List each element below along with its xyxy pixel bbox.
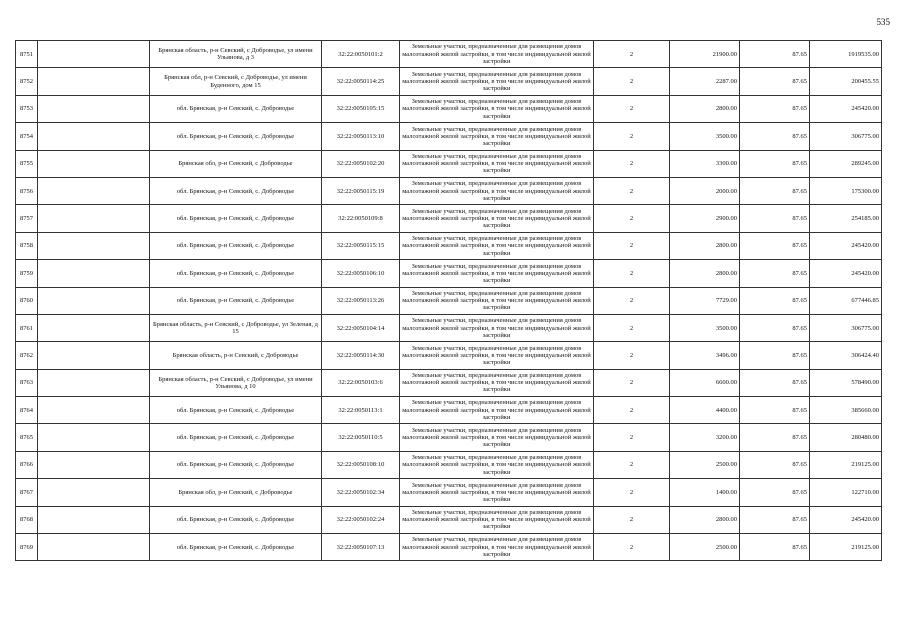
- blank-cell: [38, 177, 150, 204]
- blank-cell: [38, 479, 150, 506]
- cadastral-number-cell: 32:22:0050109:8: [322, 205, 400, 232]
- rate-cell: 87.65: [740, 95, 810, 122]
- table-row: [16, 95, 882, 122]
- land-use-cell: Земельные участки, предназначенные для размещения домов малоэтажной жилой застройки, в том числе индивидуальной жилой застройки: [400, 232, 594, 259]
- rate-cell: 87.65: [740, 424, 810, 451]
- land-use-cell: Земельные участки, предназначенные для размещения домов малоэтажной жилой застройки, в том числе индивидуальной жилой застройки: [400, 150, 594, 177]
- address-cell: обл. Брянская, р-н Севский, с. Доброводье: [150, 451, 322, 478]
- address-cell: обл. Брянская, р-н Севский, с. Доброводье: [150, 534, 322, 561]
- address-cell: обл. Брянская, р-н Севский, с. Доброводье: [150, 506, 322, 533]
- cadastral-number-cell: 32:22:0050103:6: [322, 369, 400, 396]
- address-cell: обл. Брянская, р-н Севский, с. Доброводье: [150, 177, 322, 204]
- category-cell: 2: [594, 451, 670, 478]
- address-cell: Брянская обл, р-н Севский, с Доброводье, ул имени Буденного, дом 15: [150, 68, 322, 95]
- land-use-cell: Земельные участки, предназначенные для размещения домов малоэтажной жилой застройки, в том числе индивидуальной жилой застройки: [400, 424, 594, 451]
- cadastral-value-cell: 122710.00: [810, 479, 882, 506]
- land-use-cell: Земельные участки, предназначенные для размещения домов малоэтажной жилой застройки, в том числе индивидуальной жилой застройки: [400, 260, 594, 287]
- area-cell: 3500.00: [670, 123, 740, 150]
- row-number-cell: 8766: [16, 451, 38, 478]
- table-row: [16, 260, 882, 287]
- table-row: [16, 123, 882, 150]
- area-cell: 2800.00: [670, 506, 740, 533]
- address-cell: обл. Брянская, р-н Севский, с. Доброводье: [150, 424, 322, 451]
- cadastral-number-cell: 32:22:0050113:1: [322, 397, 400, 424]
- category-cell: 2: [594, 177, 670, 204]
- address-cell: обл. Брянская, р-н Севский, с. Доброводье: [150, 205, 322, 232]
- row-number-cell: 8767: [16, 479, 38, 506]
- land-use-cell: Земельные участки, предназначенные для размещения домов малоэтажной жилой застройки, в том числе индивидуальной жилой застройки: [400, 451, 594, 478]
- address-cell: обл. Брянская, р-н Севский, с. Доброводье: [150, 287, 322, 314]
- table-row: [16, 150, 882, 177]
- table-row: [16, 479, 882, 506]
- cadastral-number-cell: 32:22:0050114:30: [322, 342, 400, 369]
- cadastral-value-cell: 306775.00: [810, 123, 882, 150]
- land-use-cell: Земельные участки, предназначенные для размещения домов малоэтажной жилой застройки, в том числе индивидуальной жилой застройки: [400, 205, 594, 232]
- cadastral-value-cell: 245420.00: [810, 506, 882, 533]
- area-cell: 2000.00: [670, 177, 740, 204]
- row-number-cell: 8762: [16, 342, 38, 369]
- category-cell: 2: [594, 41, 670, 68]
- cadastral-number-cell: 32:22:0050107:13: [322, 534, 400, 561]
- cadastral-number-cell: 32:22:0050102:34: [322, 479, 400, 506]
- area-cell: 3300.00: [670, 150, 740, 177]
- area-cell: 2800.00: [670, 232, 740, 259]
- table-row: [16, 534, 882, 561]
- row-number-cell: 8758: [16, 232, 38, 259]
- category-cell: 2: [594, 534, 670, 561]
- area-cell: 2287.00: [670, 68, 740, 95]
- category-cell: 2: [594, 397, 670, 424]
- cadastral-value-cell: 385660.00: [810, 397, 882, 424]
- cadastral-value-cell: 219125.00: [810, 451, 882, 478]
- address-cell: обл. Брянская, р-н Севский, с. Доброводье: [150, 232, 322, 259]
- cadastral-number-cell: 32:22:0050108:10: [322, 451, 400, 478]
- cadastral-number-cell: 32:22:0050101:2: [322, 41, 400, 68]
- table-row: [16, 232, 882, 259]
- land-registry-table: [15, 40, 882, 561]
- table-row: [16, 424, 882, 451]
- cadastral-number-cell: 32:22:0050102:24: [322, 506, 400, 533]
- cadastral-number-cell: 32:22:0050113:10: [322, 123, 400, 150]
- land-use-cell: Земельные участки, предназначенные для размещения домов малоэтажной жилой застройки, в том числе индивидуальной жилой застройки: [400, 68, 594, 95]
- row-number-cell: 8759: [16, 260, 38, 287]
- rate-cell: 87.65: [740, 68, 810, 95]
- cadastral-value-cell: 245420.00: [810, 95, 882, 122]
- table-row: [16, 287, 882, 314]
- address-cell: обл. Брянская, р-н Севский, с. Доброводье: [150, 260, 322, 287]
- cadastral-number-cell: 32:22:0050104:14: [322, 314, 400, 341]
- land-use-cell: Земельные участки, предназначенные для размещения домов малоэтажной жилой застройки, в том числе индивидуальной жилой застройки: [400, 534, 594, 561]
- rate-cell: 87.65: [740, 232, 810, 259]
- blank-cell: [38, 314, 150, 341]
- area-cell: 2800.00: [670, 260, 740, 287]
- row-number-cell: 8765: [16, 424, 38, 451]
- table-row: [16, 314, 882, 341]
- cadastral-number-cell: 32:22:0050106:10: [322, 260, 400, 287]
- area-cell: 3200.00: [670, 424, 740, 451]
- area-cell: 2800.00: [670, 95, 740, 122]
- category-cell: 2: [594, 232, 670, 259]
- category-cell: 2: [594, 342, 670, 369]
- land-use-cell: Земельные участки, предназначенные для размещения домов малоэтажной жилой застройки, в том числе индивидуальной жилой застройки: [400, 123, 594, 150]
- blank-cell: [38, 424, 150, 451]
- blank-cell: [38, 95, 150, 122]
- rate-cell: 87.65: [740, 506, 810, 533]
- table-row: [16, 451, 882, 478]
- address-cell: Брянская обл, р-н Севский, с Доброводье: [150, 150, 322, 177]
- land-use-cell: Земельные участки, предназначенные для размещения домов малоэтажной жилой застройки, в том числе индивидуальной жилой застройки: [400, 397, 594, 424]
- area-cell: 7729.00: [670, 287, 740, 314]
- blank-cell: [38, 68, 150, 95]
- blank-cell: [38, 205, 150, 232]
- category-cell: 2: [594, 68, 670, 95]
- land-use-cell: Земельные участки, предназначенные для размещения домов малоэтажной жилой застройки, в том числе индивидуальной жилой застройки: [400, 177, 594, 204]
- address-cell: Брянская область, р-н Севский, с Доброводье, ул Зеленая, д 15: [150, 314, 322, 341]
- row-number-cell: 8769: [16, 534, 38, 561]
- table-row: [16, 506, 882, 533]
- blank-cell: [38, 397, 150, 424]
- row-number-cell: 8753: [16, 95, 38, 122]
- rate-cell: 87.65: [740, 342, 810, 369]
- blank-cell: [38, 287, 150, 314]
- table-row: [16, 177, 882, 204]
- category-cell: 2: [594, 150, 670, 177]
- row-number-cell: 8757: [16, 205, 38, 232]
- row-number-cell: 8761: [16, 314, 38, 341]
- category-cell: 2: [594, 123, 670, 150]
- land-use-cell: Земельные участки, предназначенные для размещения домов малоэтажной жилой застройки, в том числе индивидуальной жилой застройки: [400, 506, 594, 533]
- cadastral-number-cell: 32:22:0050115:19: [322, 177, 400, 204]
- area-cell: 4400.00: [670, 397, 740, 424]
- cadastral-value-cell: 280480.00: [810, 424, 882, 451]
- cadastral-number-cell: 32:22:0050115:15: [322, 232, 400, 259]
- cadastral-number-cell: 32:22:0050113:26: [322, 287, 400, 314]
- area-cell: 2900.00: [670, 205, 740, 232]
- category-cell: 2: [594, 506, 670, 533]
- address-cell: обл. Брянская, р-н Севский, с. Доброводье: [150, 123, 322, 150]
- address-cell: Брянская область, р-н Севский, с Доброводье, ул имени Ульянова, д 10: [150, 369, 322, 396]
- blank-cell: [38, 451, 150, 478]
- blank-cell: [38, 150, 150, 177]
- blank-cell: [38, 41, 150, 68]
- land-use-cell: Земельные участки, предназначенные для размещения домов малоэтажной жилой застройки, в том числе индивидуальной жилой застройки: [400, 287, 594, 314]
- rate-cell: 87.65: [740, 260, 810, 287]
- table-row: [16, 41, 882, 68]
- row-number-cell: 8763: [16, 369, 38, 396]
- cadastral-value-cell: 306424.40: [810, 342, 882, 369]
- address-cell: обл. Брянская, р-н Севский, с. Доброводье: [150, 397, 322, 424]
- cadastral-value-cell: 677446.85: [810, 287, 882, 314]
- land-use-cell: Земельные участки, предназначенные для размещения домов малоэтажной жилой застройки, в том числе индивидуальной жилой застройки: [400, 479, 594, 506]
- row-number-cell: 8754: [16, 123, 38, 150]
- area-cell: 6600.00: [670, 369, 740, 396]
- cadastral-number-cell: 32:22:0050102:20: [322, 150, 400, 177]
- area-cell: 3496.00: [670, 342, 740, 369]
- blank-cell: [38, 342, 150, 369]
- area-cell: 2500.00: [670, 451, 740, 478]
- area-cell: 3500.00: [670, 314, 740, 341]
- category-cell: 2: [594, 287, 670, 314]
- category-cell: 2: [594, 369, 670, 396]
- land-use-cell: Земельные участки, предназначенные для размещения домов малоэтажной жилой застройки, в том числе индивидуальной жилой застройки: [400, 95, 594, 122]
- land-use-cell: Земельные участки, предназначенные для размещения домов малоэтажной жилой застройки, в том числе индивидуальной жилой застройки: [400, 342, 594, 369]
- table-body: [16, 41, 882, 561]
- area-cell: 21900.00: [670, 41, 740, 68]
- rate-cell: 87.65: [740, 41, 810, 68]
- category-cell: 2: [594, 205, 670, 232]
- address-cell: обл. Брянская, р-н Севский, с. Доброводье: [150, 95, 322, 122]
- row-number-cell: 8760: [16, 287, 38, 314]
- rate-cell: 87.65: [740, 287, 810, 314]
- rate-cell: 87.65: [740, 177, 810, 204]
- cadastral-value-cell: 254185.00: [810, 205, 882, 232]
- cadastral-value-cell: 1919535.00: [810, 41, 882, 68]
- cadastral-value-cell: 578490.00: [810, 369, 882, 396]
- rate-cell: 87.65: [740, 369, 810, 396]
- land-use-cell: Земельные участки, предназначенные для размещения домов малоэтажной жилой застройки, в том числе индивидуальной жилой застройки: [400, 41, 594, 68]
- table-row: [16, 397, 882, 424]
- cadastral-value-cell: 175300.00: [810, 177, 882, 204]
- area-cell: 2500.00: [670, 534, 740, 561]
- row-number-cell: 8752: [16, 68, 38, 95]
- blank-cell: [38, 232, 150, 259]
- row-number-cell: 8751: [16, 41, 38, 68]
- row-number-cell: 8755: [16, 150, 38, 177]
- row-number-cell: 8756: [16, 177, 38, 204]
- rate-cell: 87.65: [740, 451, 810, 478]
- cadastral-value-cell: 245420.00: [810, 232, 882, 259]
- rate-cell: 87.65: [740, 534, 810, 561]
- cadastral-value-cell: 219125.00: [810, 534, 882, 561]
- cadastral-value-cell: 306775.00: [810, 314, 882, 341]
- address-cell: Брянская обл, р-н Севский, с Доброводье: [150, 479, 322, 506]
- blank-cell: [38, 369, 150, 396]
- blank-cell: [38, 534, 150, 561]
- cadastral-number-cell: 32:22:0050105:15: [322, 95, 400, 122]
- land-use-cell: Земельные участки, предназначенные для размещения домов малоэтажной жилой застройки, в том числе индивидуальной жилой застройки: [400, 369, 594, 396]
- rate-cell: 87.65: [740, 150, 810, 177]
- rate-cell: 87.65: [740, 205, 810, 232]
- land-use-cell: Земельные участки, предназначенные для размещения домов малоэтажной жилой застройки, в том числе индивидуальной жилой застройки: [400, 314, 594, 341]
- rate-cell: 87.65: [740, 479, 810, 506]
- rate-cell: 87.65: [740, 397, 810, 424]
- blank-cell: [38, 260, 150, 287]
- rate-cell: 87.65: [740, 123, 810, 150]
- blank-cell: [38, 123, 150, 150]
- table-row: [16, 342, 882, 369]
- row-number-cell: 8768: [16, 506, 38, 533]
- cadastral-number-cell: 32:22:0050110:5: [322, 424, 400, 451]
- rate-cell: 87.65: [740, 314, 810, 341]
- table-row: [16, 68, 882, 95]
- category-cell: 2: [594, 95, 670, 122]
- blank-cell: [38, 506, 150, 533]
- row-number-cell: 8764: [16, 397, 38, 424]
- cadastral-number-cell: 32:22:0050114:25: [322, 68, 400, 95]
- category-cell: 2: [594, 479, 670, 506]
- cadastral-value-cell: 200455.55: [810, 68, 882, 95]
- address-cell: Брянская область, р-н Севский, с Доброводье, ул имени Ульянова, д 3: [150, 41, 322, 68]
- table-row: [16, 205, 882, 232]
- area-cell: 1400.00: [670, 479, 740, 506]
- cadastral-value-cell: 245420.00: [810, 260, 882, 287]
- table-row: [16, 369, 882, 396]
- category-cell: 2: [594, 424, 670, 451]
- page-number: 535: [876, 17, 890, 27]
- category-cell: 2: [594, 314, 670, 341]
- category-cell: 2: [594, 260, 670, 287]
- cadastral-value-cell: 289245.00: [810, 150, 882, 177]
- address-cell: Брянская область, р-н Севский, с Доброводье: [150, 342, 322, 369]
